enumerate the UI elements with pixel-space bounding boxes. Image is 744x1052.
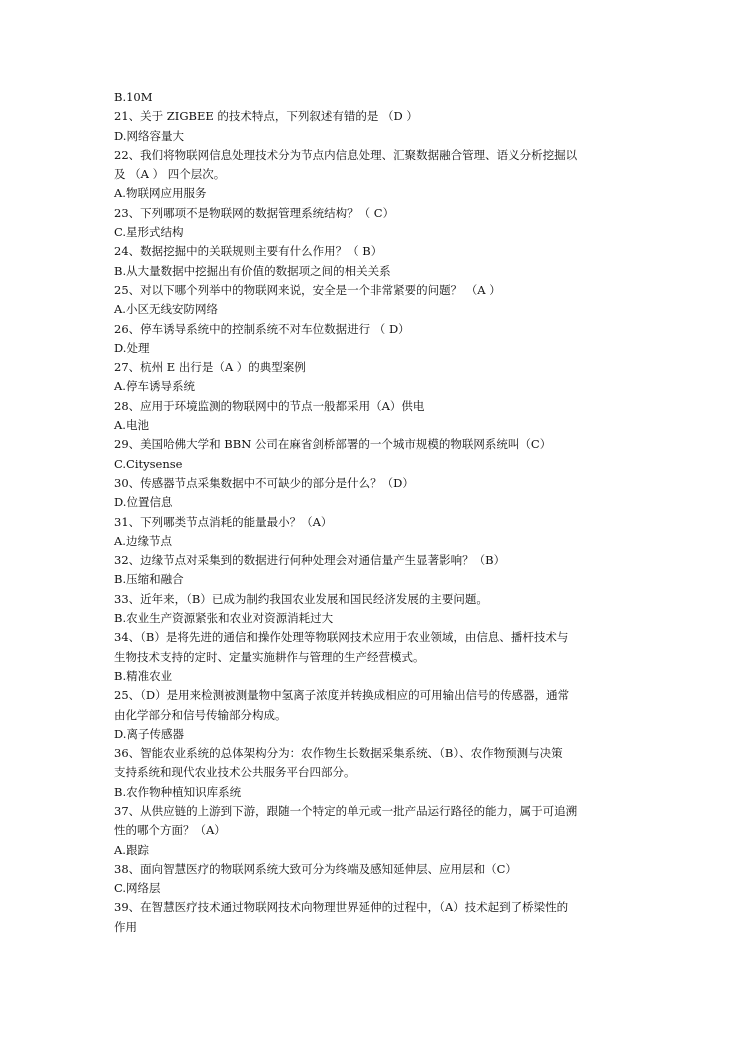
- text-line: 由化学部分和信号传输部分构成。: [114, 707, 287, 722]
- text-line: A.跟踪: [114, 842, 149, 857]
- text-line: 30、传感器节点采集数据中不可缺少的部分是什么？（D）: [114, 475, 414, 490]
- text-line: 24、数据挖掘中的关联规则主要有什么作用？（ B）: [114, 244, 383, 259]
- text-line: 34、（B）是将先进的通信和操作处理等物联网技术应用于农业领域，由信息、播杆技术与: [114, 630, 569, 645]
- text-line: C.网络层: [114, 881, 161, 896]
- text-line: 23、下列哪项不是物联网的数据管理系统结构？（ C）: [114, 205, 395, 220]
- text-line: 25、对以下哪个列举中的物联网来说，安全是一个非常紧要的问题？ （A ）: [114, 282, 501, 297]
- text-line: 26、停车诱导系统中的控制系统不对车位数据进行 （ D）: [114, 321, 410, 336]
- text-line: 36、智能农业系统的总体架构分为：农作物生长数据采集系统、（B）、农作物预测与决策: [114, 746, 563, 761]
- text-line: 31、下列哪类节点消耗的能量最小？（A）: [114, 514, 333, 529]
- text-line: A.停车诱导系统: [114, 379, 195, 394]
- text-line: 及 （A ） 四个层次。: [114, 167, 226, 182]
- text-line: A.电池: [114, 418, 149, 433]
- text-line: B.10M: [114, 90, 153, 104]
- text-line: D.处理: [114, 340, 150, 355]
- text-line: 38、面向智慧医疗的物联网系统大致可分为终端及感知延伸层、应用层和（C）: [114, 861, 517, 876]
- text-line: 21、关于 ZIGBEE 的技术特点，下列叙述有错的是 （D ）: [114, 109, 418, 124]
- text-line: 生物技术支持的定时、定量实施耕作与管理的生产经营模式。: [114, 649, 425, 664]
- text-line: 28、应用于环境监测的物联网中的节点一般都采用（A）供电: [114, 398, 425, 413]
- text-line: C.Citysense: [114, 456, 183, 471]
- text-line: A.小区无线安防网络: [114, 302, 218, 317]
- text-line: B.压缩和融合: [114, 572, 184, 587]
- text-line: B.精准农业: [114, 668, 173, 683]
- text-line: 支持系统和现代农业技术公共服务平台四部分。: [114, 765, 356, 780]
- text-line: A.边缘节点: [114, 533, 172, 548]
- text-line: 32、边缘节点对采集到的数据进行何种处理会对通信量产生显著影响？（B）: [114, 553, 506, 568]
- text-line: 27、杭州 E 出行是（A ）的典型案例: [114, 360, 306, 375]
- text-line: B.农作物种植知识库系统: [114, 784, 242, 799]
- text-line: 性的哪个方面？（A）: [114, 823, 226, 838]
- text-line: C.星形式结构: [114, 225, 184, 240]
- text-line: A.物联网应用服务: [114, 186, 207, 201]
- text-line: 33、近年来，（B）已成为制约我国农业发展和国民经济发展的主要问题。: [114, 591, 488, 606]
- text-line: 29、美国哈佛大学和 BBN 公司在麻省剑桥部署的一个城市规模的物联网系统叫（C）: [114, 437, 552, 452]
- text-line: 37、从供应链的上游到下游，跟随一个特定的单元或一批产品运行路径的能力，属于可追溯: [114, 803, 578, 818]
- text-line: D.位置信息: [114, 495, 173, 510]
- text-line: D.网络容量大: [114, 128, 184, 143]
- text-line: 22、我们将物联网信息处理技术分为节点内信息处理、汇聚数据融合管理、语义分析挖掘以: [114, 147, 578, 162]
- text-line: 25、（D）是用来检测被测量物中氢离子浓度并转换成相应的可用输出信号的传感器，通常: [114, 688, 570, 703]
- text-line: 作用: [114, 919, 137, 934]
- text-line: D.离子传感器: [114, 726, 184, 741]
- text-line: 39、在智慧医疗技术通过物联网技术向物理世界延伸的过程中，（A）技术起到了桥梁性的: [114, 900, 569, 915]
- text-line: B.从大量数据中挖掘出有价值的数据项之间的相关关系: [114, 263, 391, 278]
- text-line: B.农业生产资源紧张和农业对资源消耗过大: [114, 611, 334, 626]
- document-body: [114, 88, 634, 937]
